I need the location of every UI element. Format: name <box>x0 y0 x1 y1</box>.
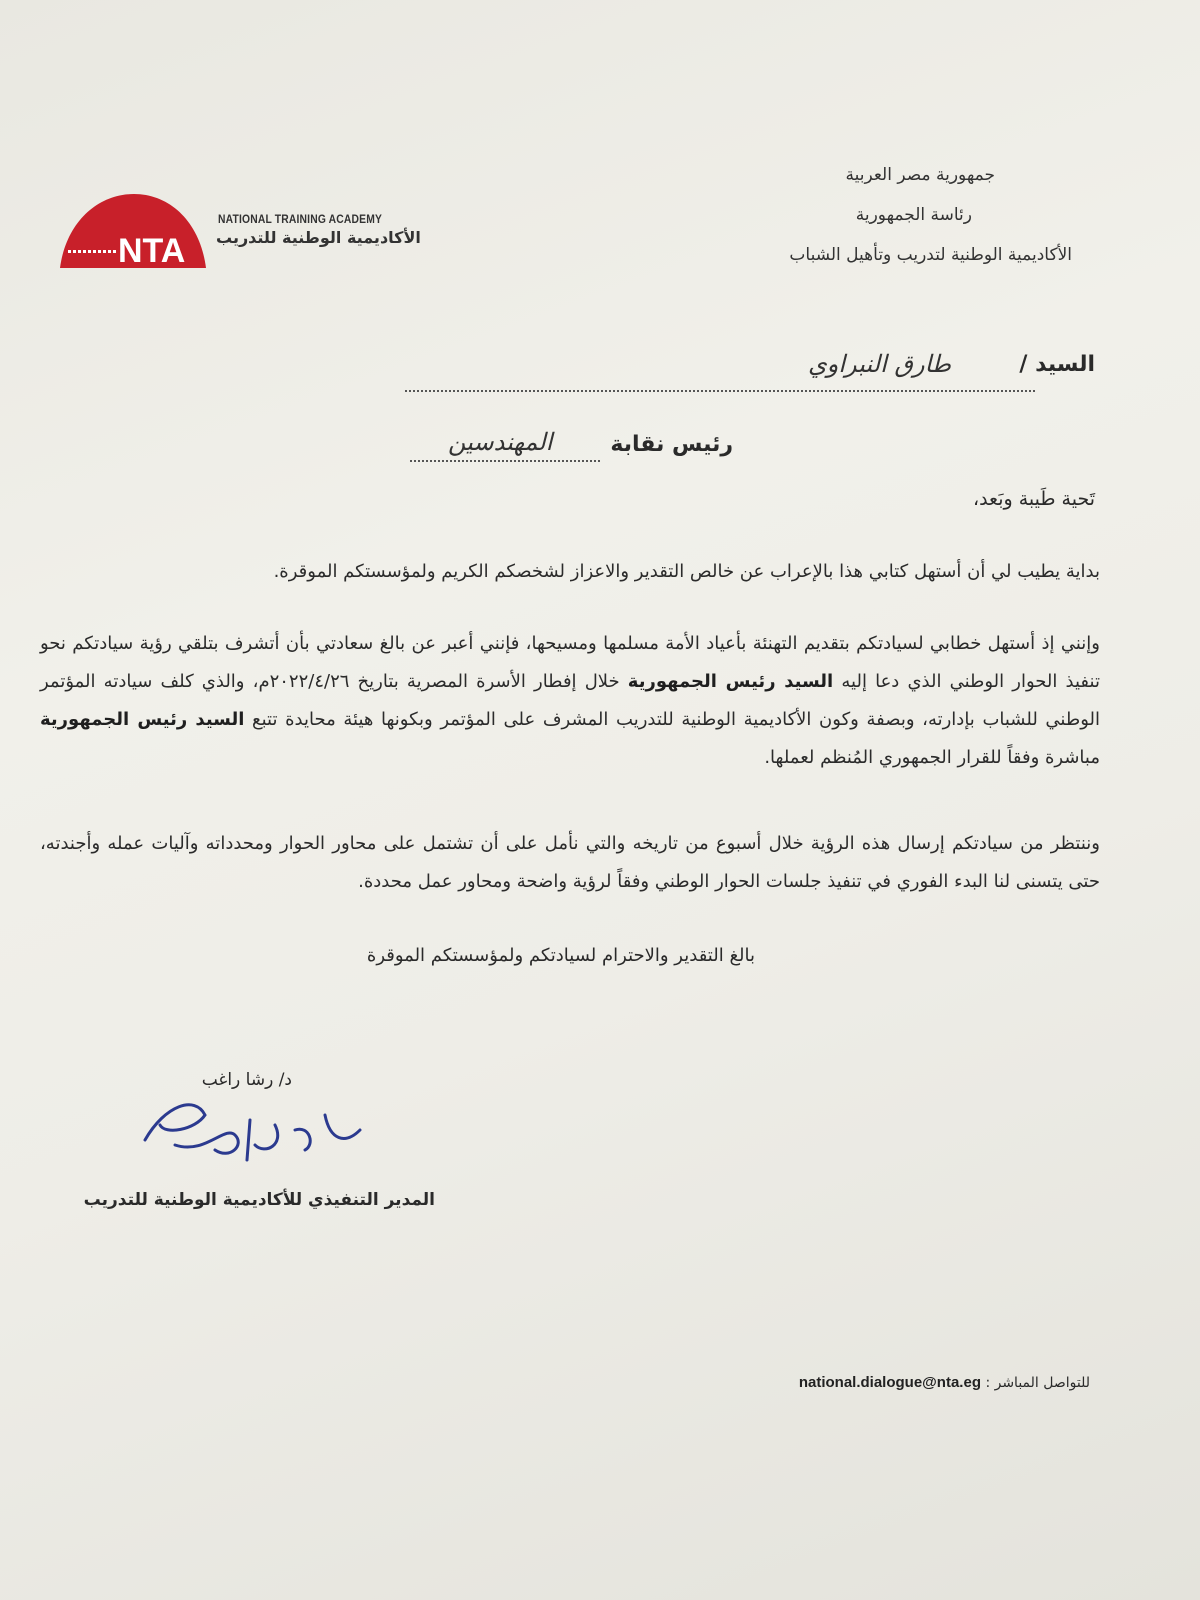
paragraph-2 <box>40 625 1100 777</box>
contact-email[interactable]: national.dialogue@nta.eg <box>798 1374 981 1391</box>
closing-line: بالغ التقدير والاحترام لسيادتكم ولمؤسستكم الموقرة <box>366 945 755 966</box>
signatory-name: د/ رشا راغب <box>201 1070 292 1090</box>
recipient-name-handwritten: طارق النبراوي <box>808 350 952 378</box>
paragraph-2-text-d: مباشرة وفقاً للقرار الجمهوري المُنظم لعملها. <box>764 747 1100 768</box>
recipient-title-label: السيد / <box>1019 352 1095 377</box>
paragraph-3 <box>40 825 1100 901</box>
contact-line <box>799 1374 1090 1391</box>
paragraph-2-text-a: وإنني إذ أستهل خطابي لسيادتكم بتقديم التهنئة بأعياد الأمة مسلمها ومسيحها، فإنني أعبر عن بالغ سعادتي بأن أتشرف بتلقي رؤية سيادتكم نحو تنفيذ الحوار الوطني الذي دعا إليه <box>40 633 1100 692</box>
paragraph-2-text-c: خلال إفطار الأسرة المصرية بتاريخ ٢٠٢٢/٤/٢٦م، والذي كلف سيادته المؤتمر الوطني للشباب بإدارته، وبصفة وكون الأكاديمية الوطنية للتدريب المشرف على المؤتمر وبكونها هيئة محايدة تتبع <box>40 671 1100 730</box>
president-mention-2: السيد رئيس الجمهورية <box>40 709 245 730</box>
recipient-org-handwritten: المهندسين <box>448 428 553 456</box>
nta-logo-text: NTA <box>118 232 186 270</box>
recipient-dotted-line <box>405 390 1035 392</box>
logo-arabic-name: الأكاديمية الوطنية للتدريب <box>216 228 421 247</box>
nta-logo <box>58 192 421 282</box>
paragraph-1 <box>40 553 1100 591</box>
signatory-title: المدير التنفيذي للأكاديمية الوطنية للتدريب <box>83 1190 435 1210</box>
paragraph-1-text: بداية يطيب لي أن أستهل كتابي هذا بالإعراب عن خالص التقدير والاعزاز لشخصكم الكريم ولمؤسستكم الموقرة. <box>273 561 1100 582</box>
contact-label: للتواصل المباشر : <box>985 1375 1090 1391</box>
nta-logo-mark <box>58 192 208 272</box>
paragraph-3-text: وننتظر من سيادتكم إرسال هذه الرؤية خلال أسبوع من تاريخه والتي نأمل على أن تشتمل على محاور الحوار ومحدداته وآليات عمله وأجندته، حتى يتسنى لنا البدء الفوري في تنفيذ جلسات الحوار الوطني وفقاً لرؤية واضحة ومحاور عمل محددة. <box>40 833 1100 892</box>
logo-english-name: NATIONAL TRAINING ACADEMY <box>218 212 383 226</box>
header-academy: الأكاديمية الوطنية لتدريب وتأهيل الشباب <box>789 245 1072 265</box>
greeting: تَحية طَيبة وبَعد، <box>972 488 1095 510</box>
recipient-position-label: رئيس نقابة <box>610 432 733 457</box>
header-presidency: رئاسة الجمهورية <box>855 205 972 225</box>
president-mention-1: السيد رئيس الجمهورية <box>627 671 834 692</box>
organization-dotted-line <box>410 460 600 462</box>
header-country: جمهورية مصر العربية <box>845 165 995 185</box>
handwritten-signature <box>135 1085 375 1189</box>
